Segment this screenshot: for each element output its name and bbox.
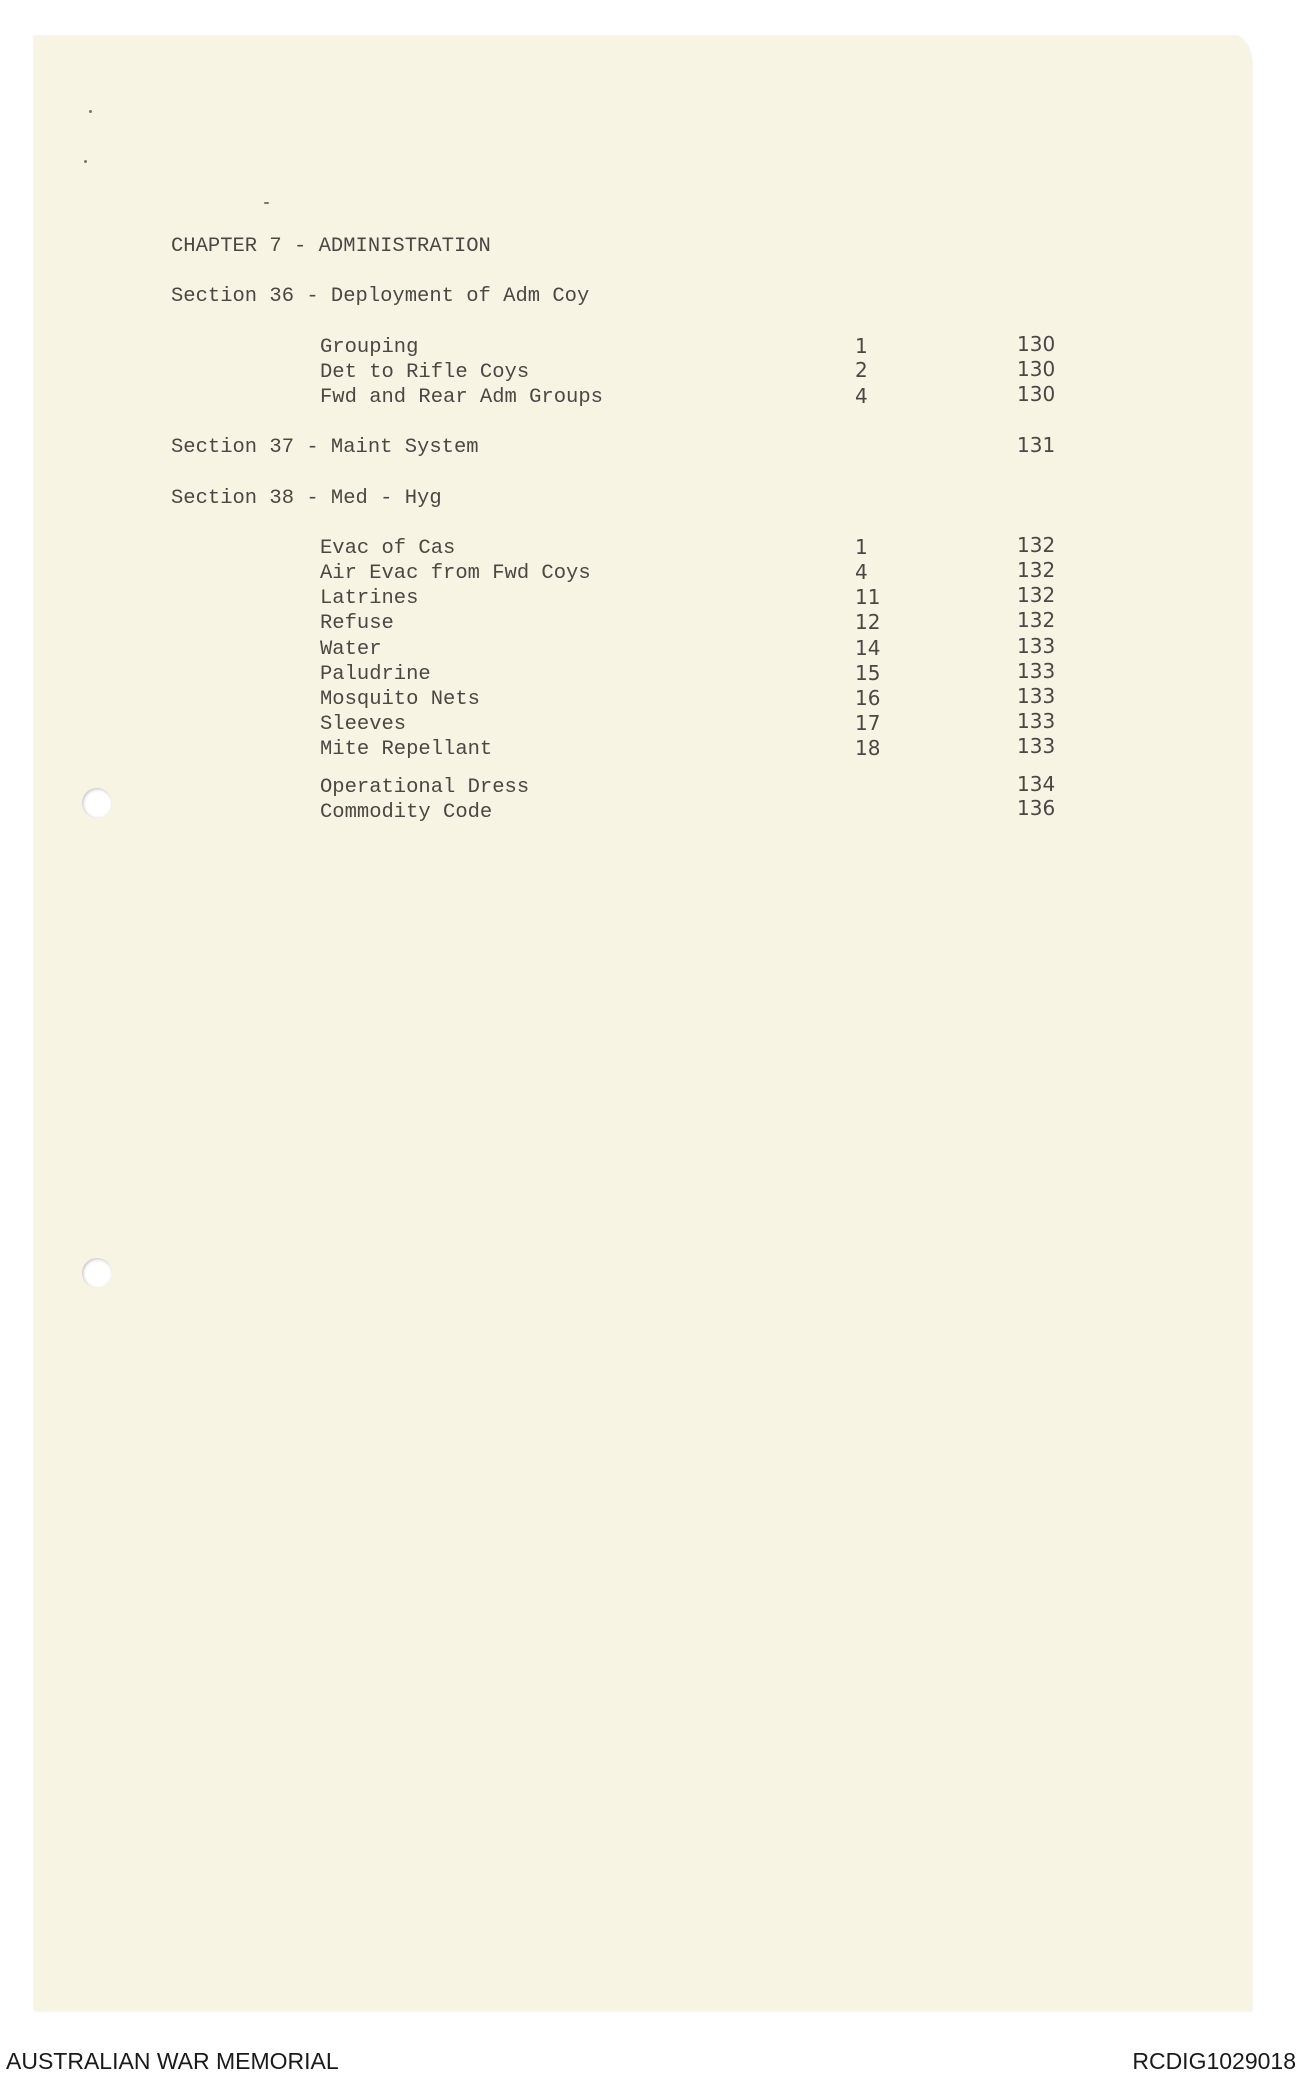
toc-entry-para: 12 (855, 610, 881, 634)
toc-entry-page: 133 (1017, 634, 1056, 658)
toc-entry-page: 130 (1017, 357, 1056, 381)
toc-entry-title: Grouping (320, 336, 419, 359)
toc-entry-page: 134 (1017, 772, 1056, 796)
toc-entry-para: 2 (855, 358, 868, 382)
toc-entry-title: Commodity Code (320, 801, 493, 824)
toc-entry-para: 4 (855, 384, 868, 408)
toc-entry-para: 1 (855, 535, 868, 559)
punch-hole-bottom (82, 1258, 112, 1288)
toc-entry-para: 15 (855, 661, 881, 685)
footer-institution: AUSTRALIAN WAR MEMORIAL (6, 2048, 339, 2074)
section-page: 131 (1017, 433, 1056, 457)
toc-entry-title: Latrines (320, 587, 419, 610)
toc-entry-title: Mosquito Nets (320, 688, 480, 711)
toc-entry-page: 136 (1017, 796, 1056, 820)
toc-entry-page: 132 (1017, 583, 1056, 607)
toc-entry-page: 133 (1017, 734, 1056, 758)
toc-entry-page: 130 (1017, 382, 1056, 406)
section-heading: Section 37 - Maint System (171, 436, 479, 459)
toc-entry-para: 1 (855, 334, 868, 358)
paper-sheet (34, 36, 1252, 2011)
toc-entry-title: Sleeves (320, 713, 407, 736)
toc-entry-page: 132 (1017, 608, 1056, 632)
toc-entry-page: 132 (1017, 558, 1056, 582)
toc-entry-page: 130 (1017, 332, 1056, 356)
section-heading: Section 38 - Med - Hyg (171, 487, 442, 510)
chapter-heading: CHAPTER 7 - ADMINISTRATION (171, 235, 491, 258)
toc-entry-title: Operational Dress (320, 776, 530, 799)
toc-entry-page: 132 (1017, 533, 1056, 557)
toc-entry-para: 4 (855, 560, 868, 584)
toc-entry-title: Water (320, 638, 382, 661)
ink-speck (84, 160, 87, 163)
footer-record-id: RCDIG1029018 (1132, 2048, 1296, 2074)
toc-entry-para: 11 (855, 585, 881, 609)
toc-entry-para: 18 (855, 736, 881, 760)
toc-entry-title: Fwd and Rear Adm Groups (320, 386, 603, 409)
ink-speck (264, 202, 269, 204)
toc-entry-para: 16 (855, 686, 881, 710)
toc-entry-page: 133 (1017, 709, 1056, 733)
toc-entry-para: 17 (855, 711, 881, 735)
toc-entry-title: Air Evac from Fwd Coys (320, 562, 591, 585)
ink-speck (89, 110, 92, 113)
toc-entry-title: Evac of Cas (320, 537, 456, 560)
toc-entry-title: Det to Rifle Coys (320, 361, 530, 384)
toc-entry-page: 133 (1017, 684, 1056, 708)
toc-entry-para: 14 (855, 636, 881, 660)
toc-entry-title: Mite Repellant (320, 738, 493, 761)
toc-entry-title: Paludrine (320, 663, 431, 686)
section-heading: Section 36 - Deployment of Adm Coy (171, 285, 590, 308)
toc-entry-page: 133 (1017, 659, 1056, 683)
toc-entry-title: Refuse (320, 612, 394, 635)
punch-hole-top (82, 788, 112, 818)
